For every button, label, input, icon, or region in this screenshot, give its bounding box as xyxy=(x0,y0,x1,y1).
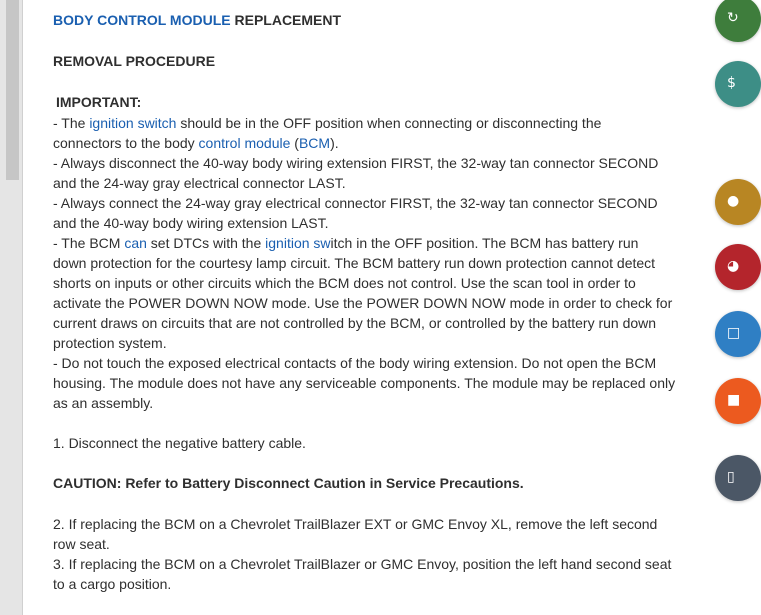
important-item-5-line-2: housing. The module does not have any serviceable components. The module may be replaced only xyxy=(53,375,676,391)
money-icon: $ xyxy=(727,75,736,91)
floating-button-blue[interactable] xyxy=(715,311,761,357)
floating-button-green[interactable] xyxy=(715,0,761,42)
removal-heading: REMOVAL PROCEDURE xyxy=(53,53,216,69)
important-item-3-line-1: - Always connect the 24-way gray electrical connector FIRST, the 32-way tan connector SECOND xyxy=(53,195,658,211)
important-item-4-line-2: down protection for the courtesy lamp circuit. The BCM battery run down protection cannot detect xyxy=(53,255,656,271)
can-link[interactable]: can xyxy=(124,235,147,251)
floating-button-teal[interactable] xyxy=(715,61,761,107)
important-heading: IMPORTANT: xyxy=(56,94,142,110)
left-scrollbar[interactable] xyxy=(0,0,23,615)
page-title: BODY CONTROL MODULE REPLACEMENT xyxy=(53,12,342,28)
important-item-5-line-3: as an assembly. xyxy=(53,395,154,411)
floating-button-gold[interactable] xyxy=(715,179,761,225)
important-item-4-line-3: shorts on inputs or other circuits which the BCM does not control. Use the scan tool in order to xyxy=(53,275,636,291)
control-module-link[interactable]: control module xyxy=(198,135,291,151)
step-2-line-1: 2. If replacing the BCM on a Chevrolet TrailBlazer EXT or GMC Envoy XL, remove the left second xyxy=(53,516,658,532)
caution-note: CAUTION: Refer to Battery Disconnect Caution in Service Precautions. xyxy=(53,475,524,491)
bcm-link[interactable]: BCM xyxy=(298,135,331,151)
floating-button-slate[interactable] xyxy=(715,455,761,501)
step-3-line-2: to a cargo position. xyxy=(53,576,172,592)
important-item-4-line-4: activate the POWER DOWN NOW mode. Use the POWER DOWN NOW mode in order to check for xyxy=(53,295,673,311)
floating-button-red[interactable] xyxy=(715,244,761,290)
important-item-5-line-1: - Do not touch the exposed electrical contacts of the body wiring extension. Do not open the BCM xyxy=(53,355,657,371)
document-icon: ■ xyxy=(727,392,741,408)
title-link[interactable]: BODY CONTROL MODULE xyxy=(53,12,231,28)
important-item-1-line-2: connectors to the body control module (BCM). xyxy=(53,135,339,151)
floating-button-orange[interactable] xyxy=(715,378,761,424)
location-icon: ● xyxy=(727,193,740,209)
step-2-line-2: row seat. xyxy=(53,536,110,552)
step-3-line-1: 3. If replacing the BCM on a Chevrolet TrailBlazer or GMC Envoy, position the left hand second seat xyxy=(53,556,672,572)
important-item-4-line-5: current draws on circuits that are not controlled by the BCM, or controlled by the battery run down xyxy=(53,315,657,331)
phone-icon: ▯ xyxy=(727,469,735,485)
important-item-1-line-1: - The ignition switch should be in the OFF position when connecting or disconnecting the xyxy=(53,115,602,131)
share-icon: ↻ xyxy=(727,10,739,26)
important-item-4-line-1: - The BCM can set DTCs with the ignition switch in the OFF position. The BCM has battery run xyxy=(53,235,639,251)
important-item-2-line-2: and the 24-way gray electrical connector LAST. xyxy=(53,175,346,191)
scrollbar-thumb[interactable] xyxy=(6,0,19,180)
important-item-3-line-2: and the 40-way body wiring extension LAST. xyxy=(53,215,329,231)
ignition-switch-link-2[interactable]: ignition sw xyxy=(265,235,331,251)
lock-icon: □ xyxy=(727,325,741,341)
gauge-icon: ◕ xyxy=(727,258,740,274)
important-item-4-line-6: protection system. xyxy=(53,335,167,351)
ignition-switch-link[interactable]: ignition switch xyxy=(89,115,177,131)
important-item-2-line-1: - Always disconnect the 40-way body wiring extension FIRST, the 32-way tan connector SECOND xyxy=(53,155,659,171)
step-1: 1. Disconnect the negative battery cable. xyxy=(53,435,306,451)
